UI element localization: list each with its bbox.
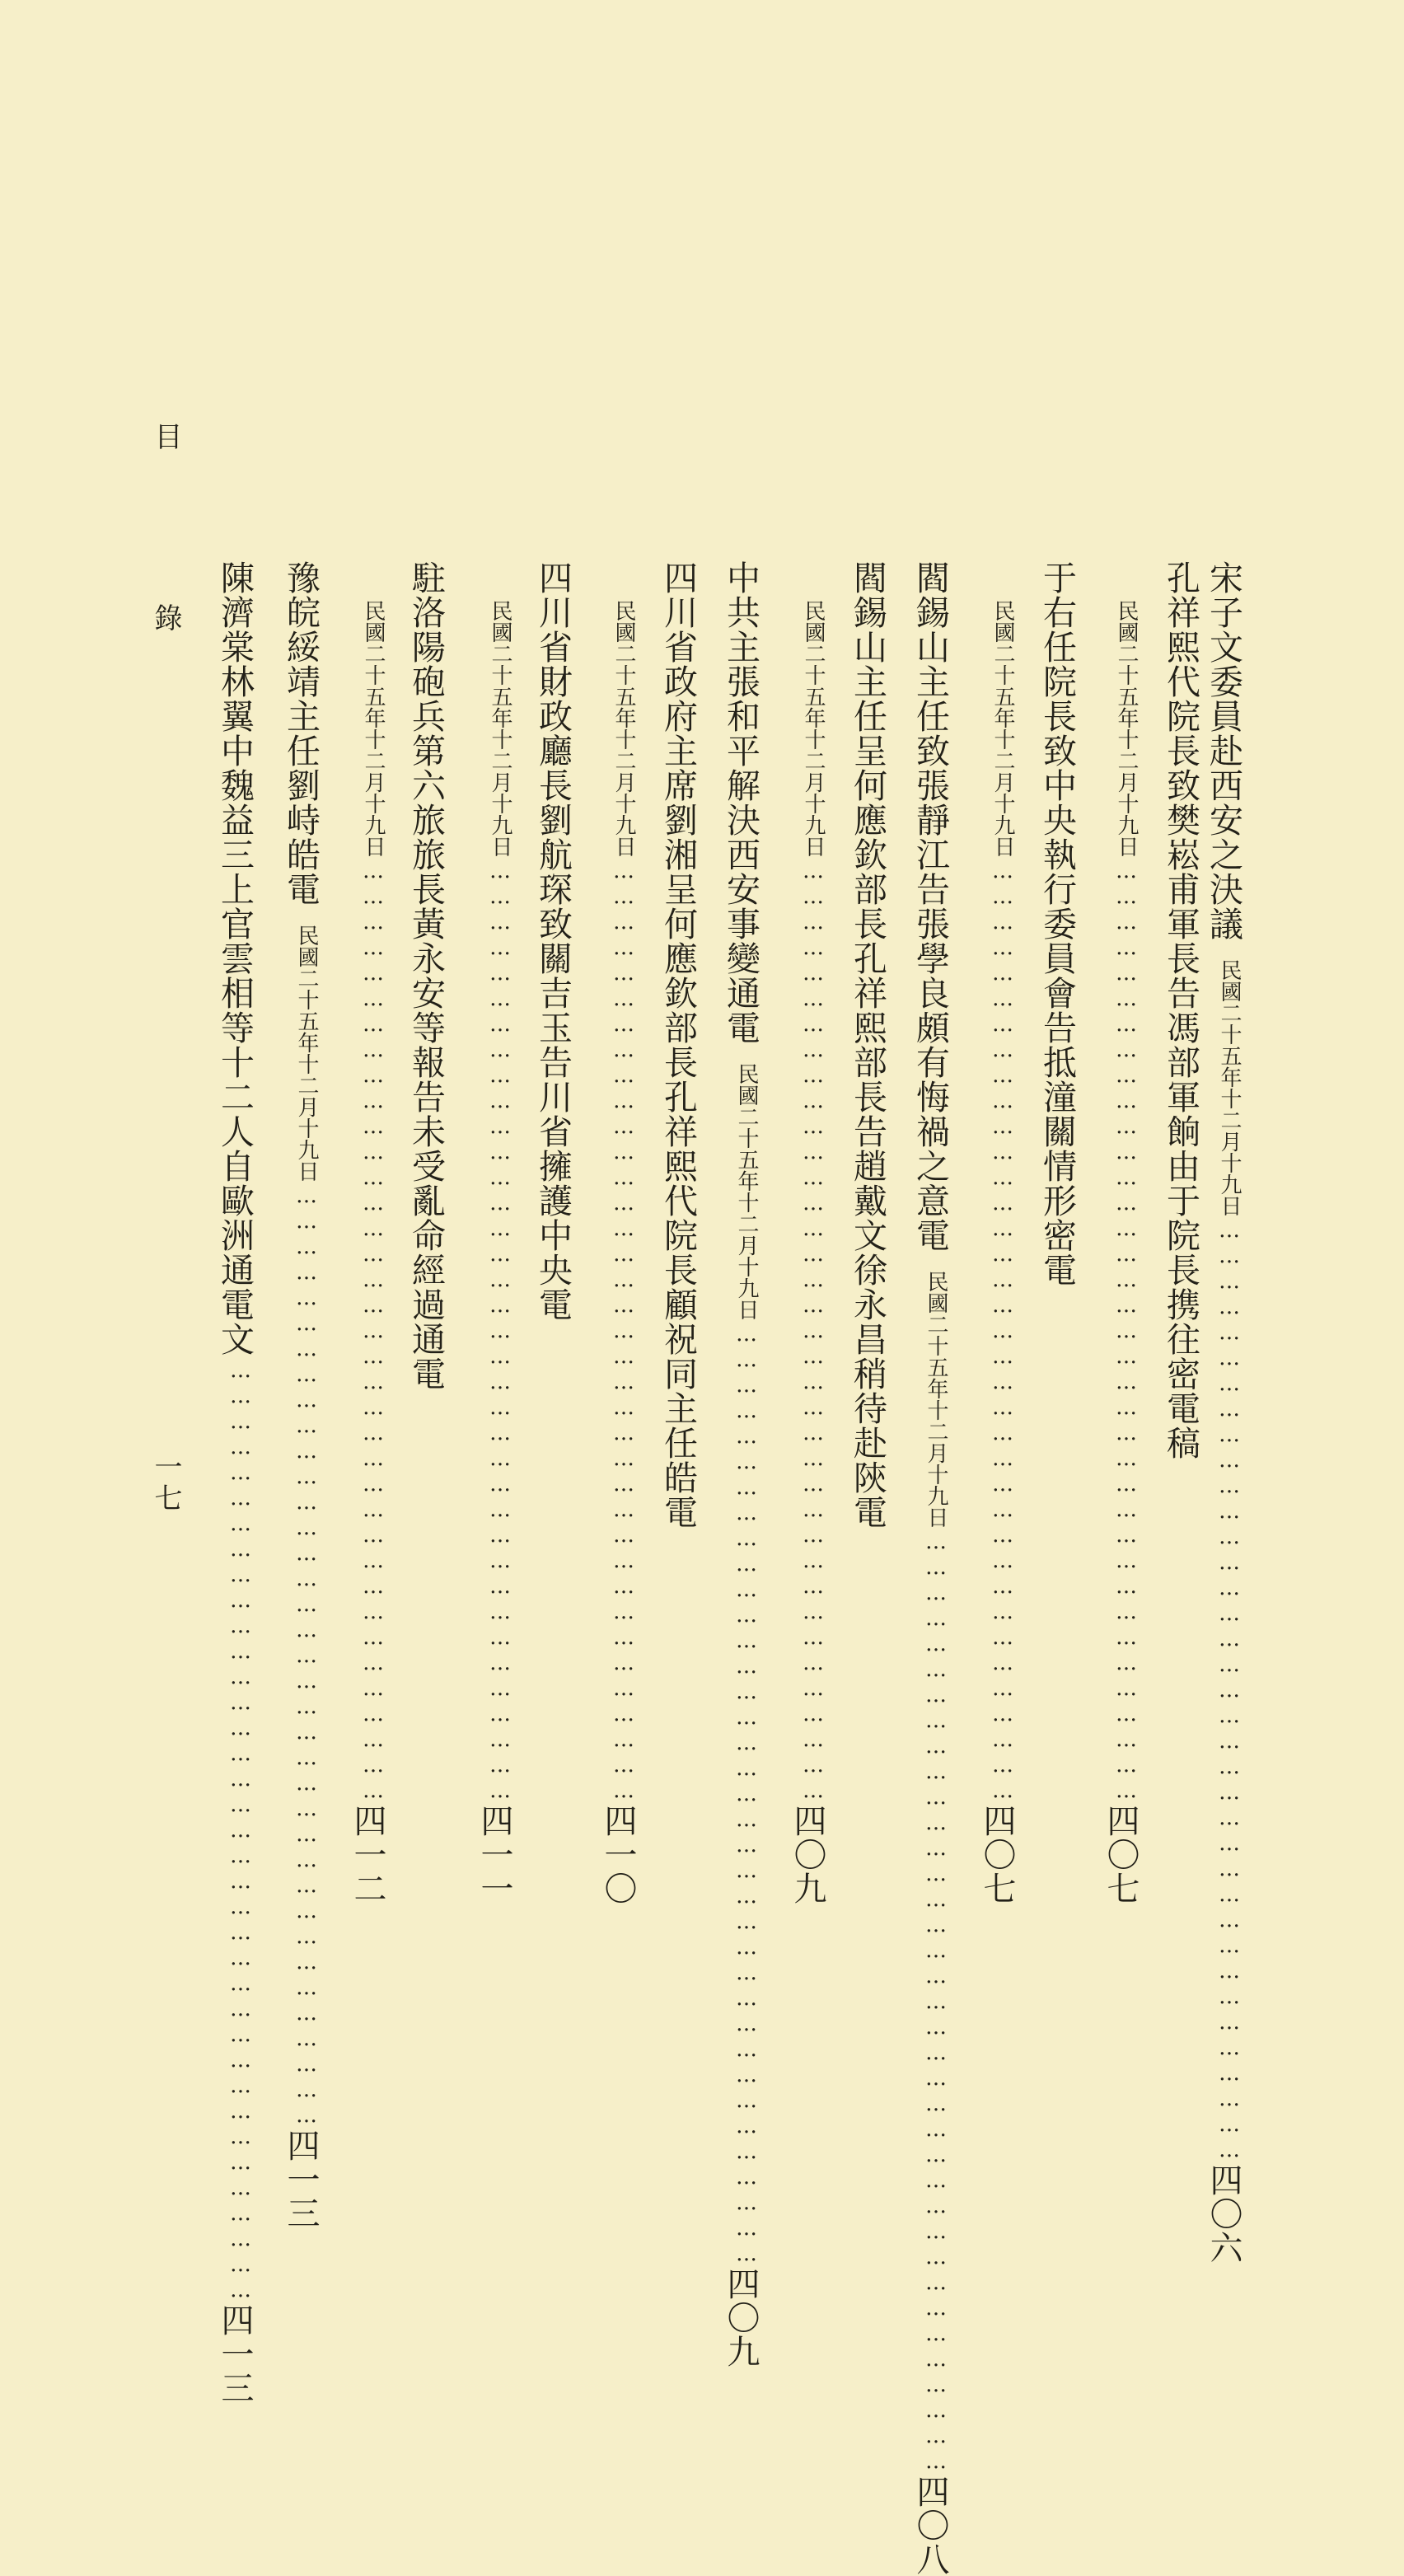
toc-entry xyxy=(281,560,321,2230)
entry-page: 四〇九 xyxy=(722,2267,760,2368)
entry-page: 四〇九 xyxy=(789,1804,826,1905)
entry-title: 閻錫山主任致張靜江告張學良頗有悔禍之意電 xyxy=(910,560,950,1253)
entry-page: 四一一 xyxy=(475,1804,513,1905)
toc-entry-continuation xyxy=(475,560,513,1905)
leader-dots: ………………………………………………………………………………………………… xyxy=(1114,859,1139,1804)
leader-dots: ………………………………………………………………………………………………… xyxy=(361,859,386,1804)
toc-entry xyxy=(1161,560,1200,1838)
entry-title: 陳濟棠林翼中魏益三上官雲相等十二人自歐洲通電文 xyxy=(215,560,255,1356)
entry-page: 四一三 xyxy=(216,2303,254,2405)
toc-entry xyxy=(533,560,573,1838)
leader-dots: ………………………………………………………………………………………………… xyxy=(294,1183,319,2129)
entry-page: 四一三 xyxy=(282,2129,320,2230)
entry-page: 四〇六 xyxy=(1205,2163,1243,2265)
entry-date: 民國二十五年十二月十九日 xyxy=(1217,959,1242,1216)
entry-title: 四川省財政廳長劉航琛致關吉玉告川省擁護中央電 xyxy=(533,560,573,1322)
leader-dots: ………………………………………………………………………………………………… xyxy=(611,859,636,1804)
entry-title: 中共主張和平解決西安事變通電 xyxy=(721,560,760,1045)
entry-date: 民國二十五年十二月十九日 xyxy=(1114,600,1139,857)
toc-entry xyxy=(658,560,698,1838)
toc-entry xyxy=(215,560,255,2405)
running-head-mu: 目 xyxy=(149,422,182,450)
entry-date: 民國二十五年十二月十九日 xyxy=(361,600,386,857)
leader-dots: ………………………………………………………………………………………………… xyxy=(924,1529,948,2475)
leader-dots: ………………………………………………………………………………………………… xyxy=(990,859,1015,1804)
entry-date: 民國二十五年十二月十九日 xyxy=(488,600,512,857)
entry-date: 民國二十五年十二月十九日 xyxy=(801,600,826,857)
leader-dots: ………………………………………………………………………………………………… xyxy=(488,859,512,1804)
entry-date: 民國二十五年十二月十九日 xyxy=(294,925,319,1182)
entry-page: 四〇七 xyxy=(1102,1804,1140,1905)
leader-dots: ………………………………………………………………………………………………… xyxy=(801,859,826,1804)
entry-date: 民國二十五年十二月十九日 xyxy=(611,600,636,857)
entry-title: 閻錫山主任呈何應欽部長孔祥熙部長告趙戴文徐永昌稍待赴陝電 xyxy=(848,560,887,1529)
entry-date: 民國二十五年十二月十九日 xyxy=(734,1063,759,1320)
leader-dots: ………………………………………………………………………………………………… xyxy=(228,1358,253,2303)
entry-title: 豫皖綏靖主任劉峙皓電 xyxy=(281,560,321,906)
toc-entry xyxy=(910,560,950,2576)
entry-title: 四川省政府主席劉湘呈何應欽部長孔祥熙代院長顧祝同主任皓電 xyxy=(658,560,698,1529)
toc-entry-continuation xyxy=(599,560,637,1905)
toc-entry-continuation xyxy=(978,560,1016,1905)
toc-entry-continuation xyxy=(789,560,826,1905)
toc-entry xyxy=(1037,560,1077,1838)
toc-entry xyxy=(406,560,446,1838)
leader-dots: ………………………………………………………………………………………………… xyxy=(1217,1218,1242,2163)
leader-dots: ………………………………………………………………………………………………… xyxy=(734,1322,759,2267)
toc-entry-continuation xyxy=(349,560,386,1905)
entry-page: 四一二 xyxy=(349,1804,386,1905)
toc-entry xyxy=(848,560,887,1838)
entry-page: 四一〇 xyxy=(599,1804,637,1905)
entry-title: 駐洛陽砲兵第六旅旅長黃永安等報告未受亂命經過通電 xyxy=(406,560,446,1391)
entry-title: 于右任院長致中央執行委員會告抵潼關情形密電 xyxy=(1037,560,1077,1287)
entry-title: 宋子文委員赴西安之決議 xyxy=(1204,560,1243,941)
entry-date: 民國二十五年十二月十九日 xyxy=(924,1271,948,1528)
toc-entry xyxy=(1204,560,1243,2265)
toc-entry-continuation xyxy=(1102,560,1140,1905)
toc-entry xyxy=(721,560,760,2368)
running-head-lu: 錄 xyxy=(149,603,182,631)
entry-date: 民國二十五年十二月十九日 xyxy=(990,600,1015,857)
entry-page: 四〇八 xyxy=(911,2475,949,2576)
entry-title: 孔祥熙代院長致樊崧甫軍長告馮部軍餉由于院長携往密電稿 xyxy=(1161,560,1200,1460)
entry-page: 四〇七 xyxy=(978,1804,1016,1905)
page-number: 一七 xyxy=(149,1452,182,1515)
